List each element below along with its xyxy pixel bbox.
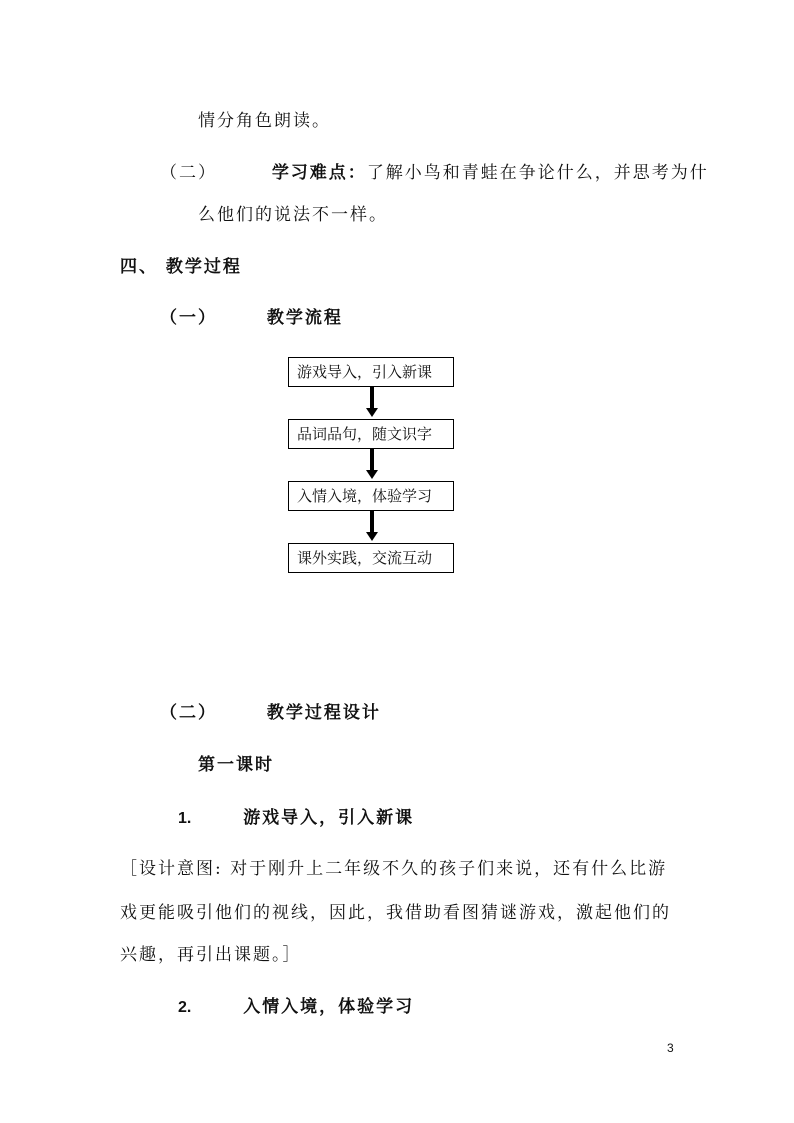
- arrow-down-icon: [370, 387, 374, 408]
- text-line: 兴趣，再引出课题。］: [120, 945, 302, 965]
- page-number: 3: [667, 1041, 674, 1055]
- subsection-title: 教学流程: [266, 308, 343, 328]
- numbered-heading: [178, 803, 414, 828]
- text-line: 情分角色朗读。: [198, 111, 331, 131]
- item-title: 游戏导入，引入新课: [243, 808, 415, 828]
- text-line: 戏更能吸引他们的视线，因此，我借助看图猜谜游戏，激起他们的: [120, 903, 671, 923]
- arrow-down-icon: [370, 449, 374, 470]
- arrow-down-icon: [366, 470, 378, 479]
- item-number: 2.: [178, 999, 192, 1016]
- text-line: 么他们的说法不一样。: [198, 205, 388, 225]
- subsection-heading: [160, 698, 381, 723]
- lesson-heading: 第一课时: [198, 755, 274, 775]
- flowchart-step: 入情入境，体验学习: [288, 481, 454, 511]
- key-term-text: 了解小鸟和青蛙在争论什么，并思考为什: [366, 163, 709, 183]
- item-title: 入情入境，体验学习: [243, 997, 415, 1017]
- text-line: ［设计意图: 对于刚升上二年级不久的孩子们来说，还有什么比游: [120, 859, 668, 879]
- list-marker: （二）: [160, 163, 217, 183]
- arrow-down-icon: [366, 408, 378, 417]
- numbered-heading: [178, 992, 414, 1017]
- flowchart-step: 品词品句，随文识字: [288, 419, 454, 449]
- item-number: 1.: [178, 810, 192, 827]
- section-heading: 四、 教学过程: [120, 257, 242, 277]
- key-term-label: 学习难点：: [271, 163, 367, 183]
- subsection-heading: [160, 303, 343, 328]
- text-line: [160, 158, 709, 183]
- list-marker: （二）: [160, 703, 217, 723]
- arrow-down-icon: [366, 532, 378, 541]
- arrow-down-icon: [370, 511, 374, 532]
- flowchart-step: 游戏导入，引入新课: [288, 357, 454, 387]
- subsection-title: 教学过程设计: [266, 703, 381, 723]
- flowchart-step: 课外实践，交流互动: [288, 543, 454, 573]
- list-marker: （一）: [160, 308, 217, 328]
